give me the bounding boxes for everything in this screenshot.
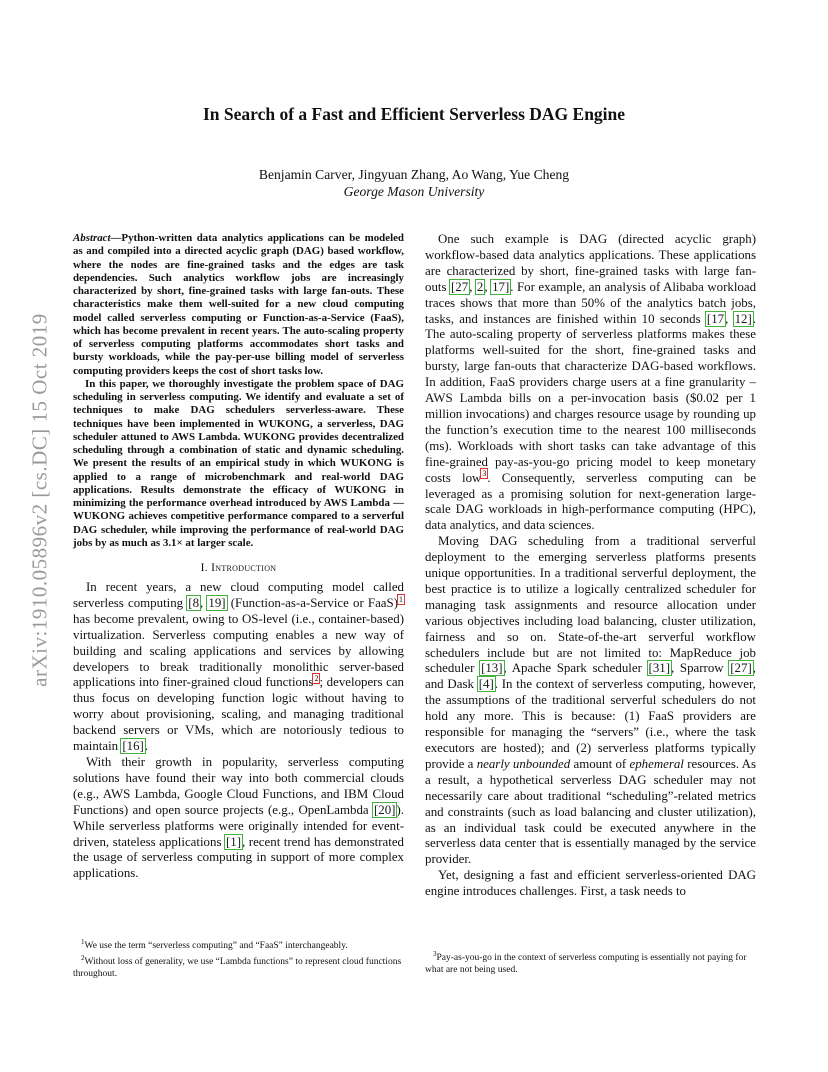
citation-link[interactable]: [17 [706,311,725,326]
intro-paragraph-2: With their growth in popularity, serverless computing solutions have found their way into both commercial clouds (e.g., AWS Lambda, Google Cloud Functions, and IBM Cloud Functions) and open source projects (e.g., OpenLambda [20]). While serverless platforms were originally intended for event-driven, stateless applications [1], recent trend has demonstrated the usage of serverless computing in support of more complex applications. [73,754,404,881]
footnote-2: $^2$Without loss of generality, we use “Lambda functions” to represent cloud functions throughout. [73,954,402,980]
affiliation: George Mason University [343,184,485,199]
arxiv-sidebar [28,300,52,700]
citation-link[interactable]: [31] [648,661,671,676]
abstract-paragraph-2: In this paper, we thoroughly investigate the problem space of DAG scheduling in serverless computing. We identify and evaluate a set of techniques to make DAG schedulers serverless-aware. These techniques have been implemented in WUKONG, a serverless, DAG scheduler attuned to AWS Lambda. WUKONG provides decentralized scheduling through a combination of static and dynamic scheduling. We present the results of an empirical study in which WUKONG is applied to a range of microbenchmark and real-world DAG applications. Results demonstrate the efficacy of WUKONG in minimizing the performance overhead introduced by AWS Lambda — WUKONG achieves competitive performance compared to a serverful DAG scheduler, while improving the performance of real-world DAG jobs by as much as 3.1× at larger scale. [73,377,404,549]
citation-link[interactable]: [27] [730,661,752,676]
footnote-marker[interactable]: 3 [482,469,487,479]
right-paragraph-2: Moving DAG scheduling from a traditional serverful deployment to the emerging serverless platforms presents unique opportunities. In a traditional serverful deployment, the best practice is to utilize a logically centralized scheduler for managing task assignments and resource allocation under various objectives including load balancing, cluster utilization, fairness and so on. State-of-the-art serverful workflow schedulers include but are not limited to: MapReduce job scheduler [13], Apache Spark scheduler [31], Sparrow [27], and Dask [4]. In the context of serverless computing, however, the assumptions of the traditional serverful schedulers do not hold any more. This is because: (1) FaaS providers are responsible for managing the “servers” (i.e., where the task executors are hosted); and (2) serverless platforms typically provide a nearly unbounded amount of ephemeral resources. As a result, a hypothetical serverless DAG scheduler may not necessarily care about traditional “scheduling”-related metrics and constraints (such as load balancing and cluster utilization), as an individual task could be executed anywhere in the serverless data center that is essentially managed by the service provider. [425,534,756,867]
citation-link[interactable]: [8 [188,595,200,610]
abstract-label: Abstract [73,232,111,244]
author-list: Benjamin Carver, Jingyuan Zhang, Ao Wang, Yue Cheng [258,167,570,182]
right-column-text [425,232,756,900]
citation-link[interactable]: [4] [478,677,494,692]
citation-link[interactable]: [16] [122,739,144,754]
abstract-paragraph-1: Abstract—Python-written data analytics applications can be modeled as and compiled into a directed acyclic graph (DAG) based workflow, where the nodes are fine-grained tasks and the edges are task dependencies. Such analytics workflow jobs are increasingly characterized by short, fine-grained tasks with large fan-outs. These characteristics make them well-suited for a new cloud computing model called serverless computing or Function-as-a-Service (FaaS), which has become prevalent in recent years. The auto-scaling property of serverless computing platforms accommodates short tasks and bursty workloads, while the pay-per-use billing model of serverless computing providers keeps the cost of short tasks low. [73,232,404,377]
footnotes-left [73,936,404,980]
arxiv-identifier: arXiv:1910.05896v2 [cs.DC] 15 Oct 2019 [27,313,52,687]
right-paragraph-1: One such example is DAG (directed acyclic graph) workflow-based data analytics applications. These applications are characterized by short, fine-grained tasks with large fan-outs [27, 2, 17]. For example, an analysis of Alibaba workload traces shows that more than 50% of the analytics batch jobs, tasks, and instances are finished within 10 seconds [17, 12]. The auto-scaling property of serverless platforms makes these platforms well-suited for the short, fine-grained tasks and bursty, large fan-outs that characterize DAG-based workflows. In addition, FaaS providers charge users at a fine granularity – AWS Lambda bills on a per-invocation basis ($0.02 per 1 million invocations) and charges resource usage by rounding up the function’s execution time to the nearest 100 milliseconds (ms). Workloads with short tasks can take advantage of this fine-grained pay-as-you-go pricing model to keep monetary costs low$^3$. Consequently, serverless computing can be leveraged as a promising solution for next-generation large-scale DAG workloads in high-performance computing (HPC), data analytics, and data sciences. [425,232,757,533]
citation-link[interactable]: [20] [374,802,396,817]
footnotes-right [425,948,756,976]
citation-link[interactable]: 12] [734,311,752,326]
citation-link[interactable]: 19] [208,595,226,610]
footnote-1: $^1$We use the term “serverless computing” and “FaaS” interchangeably. [81,938,348,952]
citation-link[interactable]: 2 [476,279,484,294]
left-column [73,232,404,882]
citation-link[interactable]: [1] [226,834,242,849]
footnote-marker[interactable]: 2 [314,674,319,684]
paper-title: In Search of a Fast and Efficient Serverless DAG Engine [202,104,626,124]
section-heading: I. Introduction [200,562,277,574]
citation-link[interactable]: 17] [492,279,510,294]
footnote-marker[interactable]: 1 [398,594,403,604]
right-column [425,232,756,900]
introduction-text [73,580,404,882]
citation-link[interactable]: [13] [481,661,503,676]
right-paragraph-3: Yet, designing a fast and efficient serverless-oriented DAG engine introduces challenges. First, a task needs to [425,868,756,899]
citation-link[interactable]: [27 [451,279,469,294]
intro-paragraph-1: In recent years, a new cloud computing model called serverless computing [8, 19] (Function-as-a-Service or FaaS)$^1$ has become prevalent, owing to OS-level (i.e., container-based) virtualization. Serverless computing enables a new way of building and scaling applications and services by allowing developers to break traditionally monolithic server-based applications into finer-grained cloud functions$^2$; developers can thus focus on developing function logic without having to worry about provisioning, scaling, and managing traditional backend servers or VMs, which are notoriously tedious to maintain [16]. [73,580,404,754]
abstract [73,232,404,550]
footnote-3: $^3$Pay-as-you-go in the context of serverless computing is essentially not paying for what are not being used. [425,950,747,976]
